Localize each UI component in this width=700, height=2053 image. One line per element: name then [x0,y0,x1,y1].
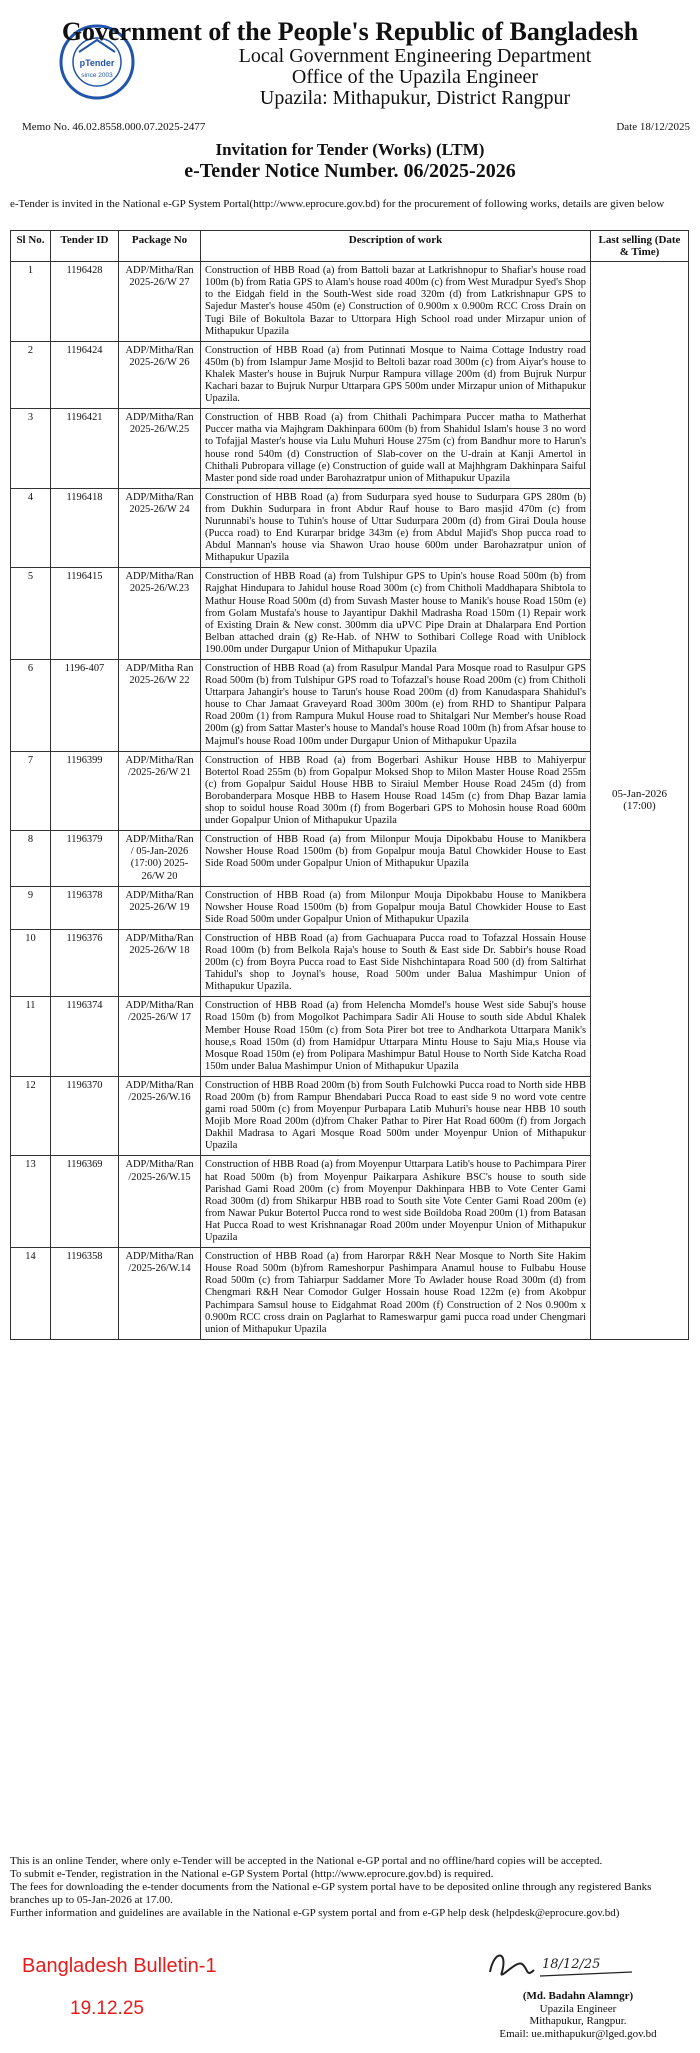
footer-notes [10,1855,688,1920]
row-description: Construction of HBB Road (a) from Chithali Pachimpara Puccer matha to Matherhat Puccer matha via Majhgram Dakhinpara 600m (b) from Shahidul Islam's house 3 no word to Tofajjal Master's house via Lulu Muhuri House 275m (c) from Bandhur more to Harun's house rond 540m (d) Construction of Slab-cover on the U-drain at Kanji Amertol in Chithali Pubropara village (e) Construction of guide wall at Majhhgram Dakhinpara Saiful Master pond side road under Barohazratpur union of Mithapukur Upazila [201,409,591,489]
row-description: Construction of HBB Road (a) from Helencha Momdel's house West side Sabuj's house Road 150m (b) from Mogolkot Pachimpara Sadir Ali House to south side Abdul Khalek Member House Road 150m (c) from Sota Pirer bot tree to Andharkota Uttarpara Manik's house,s Road 150m (d) from Hamidpur Uttarpara Mintu House to Saju Mia,s House via Mosque Road 150m (e) from Polipara Mashimpur Batul House to North Side Katcha Road 150m under Balua Mashimpur Union of Mithapukur Upazila [201,997,591,1077]
footer-note-registration: To submit e-Tender, registration in the National e-GP System Portal (http://www.eprocure.gov.bd) is required. [10,1868,494,1880]
table-row [11,831,689,886]
row-description: Construction of HBB Road (a) from Putinnati Mosque to Naima Cottage Industry road 450m (b) from Islampur Jame Mosjid to Beltoli bazar road 300m (c) from Aiyar's house to Khalek Master's house in Bujruk Nurpur Rampura village 200m (d) from Bujruk Nurpur Kachari bazar to Bujruk Nurpur Uttarpara GPS 500m under Mirzapur union of Mithapukur Upazila. [201,341,591,408]
row-sl-number: 2 [11,341,51,408]
row-sl-number: 7 [11,751,51,831]
row-description: Construction of HBB Road (a) from Milonpur Mouja Dipokbabu House to Manikbera Nowsher House Road 1500m (b) from Gopalpur mouja Batul Chowkider House to East Side Road 500m under Gopalpur Union of Mithapukur Upazila [201,886,591,929]
footer-note-online: This is an online Tender, where only e-Tender will be accepted in the National e-GP portal and no offline/hard copies will be accepted. [10,1855,603,1867]
col-header-sl: Sl No. [11,231,51,262]
table-row [11,568,689,660]
row-sl-number: 1 [11,262,51,342]
table-row [11,751,689,831]
row-tender-id: 1196369 [51,1156,119,1248]
table-row [11,488,689,568]
row-description: Construction of HBB Road (a) from Sudurpara syed house to Sudurpara GPS 280m (b) from Dukhin Sudurpara in front Abdur Rauf house to Baro masjid 470m (c) from Nurunnabi's house to Tuhin's house of Uttar Sudurpara 200m (d) from Girai Doula house (Pucca road) to End Kurarpar bridge 343m (e) from Abdul Majid's Shop pucca road to Abdul Mannan's house via Shawon Urao house 600m under Barohazratpur union of Mithapukur Upazila [201,488,591,568]
office-name: Office of the Upazila Engineer [291,66,539,88]
invitation-title: Invitation for Tender (Works) (LTM) [215,140,485,159]
notice-number: e-Tender Notice Number. 06/2025-2026 [184,160,516,182]
row-tender-id: 1196428 [51,262,119,342]
signature-block [468,1990,688,2040]
signatory-email: Email: ue.mithapukur@lged.gov.bd [499,2027,657,2040]
signature-scrawl [482,1942,642,1986]
row-tender-id: 1196358 [51,1248,119,1340]
row-tender-id: 1196421 [51,409,119,489]
row-description: Construction of HBB Road (a) from Milonpur Mouja Dipokbabu House to Manikbera Nowsher House Road 1500m (b) from Gopalpur mouja Batul Chowkider House to East Side Road 500m under Gopalpur Union of Mithapukur Upazila [201,831,591,886]
row-description: Construction of HBB Road (a) from Tulshipur GPS to Upin's house Road 500m (b) from Rajghat Hindupara to Jahidul house Road 300m (c) from Chitholi Maddhapara Shibtola to Mathur House Road 500m (d) from Suvash Master house to Manik's house Road 150m (e) from Golam Mustafa's house to Jayantipur Dakhil Madrasha Road 150m (1) Repair work of Existing Drain & New const. 300mm dia uPVC Pipe Drain at Dhalarpara End Portion Belban attached drain (g) Re-Hab. of NHW to Sothibari College Road with Uniblock 190.00m under Durgapur Union of Mithapukur Upazila [201,568,591,660]
signatory-title: Upazila Engineer [539,2002,617,2015]
bulletin-date: 19.12.25 [70,1998,144,2019]
row-package-no: ADP/Mitha/Ran 2025-26/W 18 [119,929,201,996]
table-header-row [11,231,689,262]
row-description: Construction of HBB Road (a) from Moyenpur Uttarpara Latib's house to Pachimpara Pirer hat Road 500m (b) from Moyenpur Paikarpara Ashikure BSC's house to south side Parishad Gami Road 200m (c) from Moyenpur Dakhinpara HBB to Vote Center Gami Road 300m (d) from Shikarpur HBB road to South site Vote Center Gami Road 200m (e) from Nawar Pukur Botertol Pucca rond to west side Boildoba Road 200m (1) from Batasan Hat Pucca Road to west Krishnanagar Road 200m under Moyenpur Union of Mithapukur Upazila [201,1156,591,1248]
table-row [11,1156,689,1248]
row-tender-id: 1196374 [51,997,119,1077]
row-package-no: ADP/Mitha/Ran / 05-Jan-2026 (17:00) 2025-26/W 20 [119,831,201,886]
row-sl-number: 4 [11,488,51,568]
row-sl-number: 6 [11,660,51,752]
row-description: Construction of HBB Road (a) from Battoli bazar at Latkrishnopur to Shafiar's house road 100m (b) from Ratia GPS to Alam's house road 400m (c) from West Muradpur Syed's Shop to the Eidgah field in the South-West side road 320m (d) from Latkrishnapur GPS to Sajedur Master's house 450m (e) Construction of 0.900m x 0.900m RCC Cross Drain on Tugi Bile of Bokultola Bazar to Uttorpara High School road under Mirzapur union of Mithapukur Upazila [201,262,591,342]
row-description: Construction of HBB Road (a) from Gachuapara Pucca road to Tofazzal Hossain House Road 100m (b) from Belkola Raja's house to South & East side Dr. Sabbir's house Road 200m (c) from Boyra Pucca road to East Side Nishchintapara Road 500 (d) from Saltirhat Tahidul's shop to Joynal's house, Road 500m under Balua Mashimpur Union of Mithapukur Upazila. [201,929,591,996]
col-header-description: Description of work [201,231,591,262]
row-tender-id: 1196376 [51,929,119,996]
col-header-last-selling: Last selling (Date & Time) [591,231,689,262]
row-sl-number: 8 [11,831,51,886]
signatory-place: Mithapukur, Rangpur. [529,2015,627,2027]
bulletin-stamp: Bangladesh Bulletin-1 [22,1955,217,1977]
row-tender-id: 1196424 [51,341,119,408]
row-package-no: ADP/Mitha/Ran /2025-26/W.15 [119,1156,201,1248]
row-tender-id: 1196370 [51,1076,119,1156]
row-package-no: ADP/Mitha/Ran 2025-26/W 27 [119,262,201,342]
row-tender-id: 1196415 [51,568,119,660]
table-row [11,341,689,408]
intro-paragraph: e-Tender is invited in the National e-GP System Portal(http://www.eprocure.gov.bd) for the procurement of following works, details are given below [10,198,665,210]
row-tender-id: 1196379 [51,831,119,886]
table-row [11,929,689,996]
table-row [11,997,689,1077]
row-sl-number: 9 [11,886,51,929]
upazila-district: Upazila: Mithapukur, District Rangpur [259,87,571,109]
col-header-tender-id: Tender ID [51,231,119,262]
row-package-no: ADP/Mitha/Ran 2025-26/W 26 [119,341,201,408]
row-description: Construction of HBB Road (a) from Rasulpur Mandal Para Mosque road to Rasulpur GPS Road 500m (b) from Tulshipur GPS road to Tofazzal's house Road 200m (c) from Chitholi Uttarpara Jahangir's house to Tarun's house Road 200m (d) from Kanudaspara Shahidul's house to Char Jamaat Graveyard Road 300m 300m (e) from RHD to Shantipur Palpara Road 200m (1) from Rampura Mukul House road to Shitalgari Nur Member's house Road 200m (g) from Sattar Master's house to Mandal's house Road 100m (h) from Afsar house to Majmul's house Road 100m under Durgapur Union of Mithapukur Upazila [201,660,591,752]
signatory-name: (Md. Badahn Alamngr) [522,1990,634,2002]
row-package-no: ADP/Mitha/Ran /2025-26/W 17 [119,997,201,1077]
row-tender-id: 1196-407 [51,660,119,752]
row-sl-number: 12 [11,1076,51,1156]
row-tender-id: 1196399 [51,751,119,831]
memo-number: Memo No. 46.02.8558.000.07.2025-2477 [22,121,206,133]
row-sl-number: 14 [11,1248,51,1340]
tender-table [10,230,689,1340]
footer-note-fees: The fees for downloading the e-tender documents from the National e-GP system portal have to be deposited online through any registered Banks branches up to 05-Jan-2026 at 17.00. [10,1881,652,1906]
table-row [11,262,689,342]
row-package-no: ADP/Mitha/Ran /2025-26/W 21 [119,751,201,831]
row-sl-number: 3 [11,409,51,489]
table-row [11,1076,689,1156]
row-description: Construction of HBB Road (a) from Bogerbari Ashikur House HBB to Mahiyerpur Botertol Road 255m (b) from Gopalpur Moksed Shop to Milon Master House Road 255m (c) from Gopalpur Saidul House HBB to Siraiul Member House Road 245m (d) from Borobanderpara Mosque HBB to Hasem House Road 145m (c) from Dhap Bazar lamia shop to soidul house Road 300m (f) from Bogerbari GPS to Mohosin house Road 600m under Gopalpur Union of Mithapukur Upazila [201,751,591,831]
row-package-no: ADP/Mitha/Ran /2025-26/W.14 [119,1248,201,1340]
row-sl-number: 11 [11,997,51,1077]
col-header-package: Package No [119,231,201,262]
row-package-no: ADP/Mitha/Ran 2025-26/W 19 [119,886,201,929]
svg-text:pTender: pTender [79,58,115,68]
row-tender-id: 1196418 [51,488,119,568]
signature-date: 18/12/25 [542,1957,601,1972]
table-row [11,660,689,752]
table-row [11,1248,689,1340]
row-package-no: ADP/Mitha/Ran /2025-26/W.16 [119,1076,201,1156]
svg-text:since 2003: since 2003 [81,72,113,79]
header [0,0,700,110]
row-package-no: ADP/Mitha/Ran 2025-26/W.23 [119,568,201,660]
row-sl-number: 5 [11,568,51,660]
row-sl-number: 13 [11,1156,51,1248]
table-row [11,886,689,929]
row-tender-id: 1196378 [51,886,119,929]
table-row [11,409,689,489]
department-name: Local Government Engineering Department [238,45,592,67]
row-package-no: ADP/Mitha/Ran 2025-26/W 24 [119,488,201,568]
notice-date: Date 18/12/2025 [616,121,690,133]
row-description: Construction of HBB Road (a) from Harorpar R&H Near Mosque to North Site Hakim House Road 500m (b)from Rameshorpur Pashimpara Anamul house to Fulbabu House Road 500m (c) from Tahiarpur Saddamer More To Awlader house Road 300m (d) from Chengmari R&H Near Comodor Gulger Hossain house Road 122m (e) from Akobpur Pachimpara Samsul house to Eidgahmat Road 200m (f) Construction of 2 Nos 0.900m x 0.900m RCC cross drain on Paglarhat to Rameswarpur gami pucca road under Chengmari union of Mithapukur Upazila [201,1248,591,1340]
row-sl-number: 10 [11,929,51,996]
row-package-no: ADP/Mitha Ran 2025-26/W 22 [119,660,201,752]
last-selling-date: 05-Jan-2026 (17:00) [591,262,689,1340]
footer-note-helpdesk: Further information and guidelines are available in the National e-GP system portal and from e-GP help desk (helpdesk@eprocure.gov.bd) [10,1907,620,1919]
row-description: Construction of HBB Road 200m (b) from South Fulchowki Pucca road to North side HBB Road 200m (b) from Rampur Bhendabari Pucca Road to east side 9 no word vote centre gami road 500m (c) from Moyenpur Purbapara Latib Muhuri's house near HBB 10 south Mojib More Road 200m (d)from Chaker Pathar to Pirer Hat Road 600m (f) from Jorgach Dakhil Madrasa to Agari Mosque Road 500m under Moyenpur Union of Mithapukur Upazila [201,1076,591,1156]
government-title: Government of the People's Republic of Bangladesh [61,17,639,46]
row-package-no: ADP/Mitha/Ran 2025-26/W.25 [119,409,201,489]
